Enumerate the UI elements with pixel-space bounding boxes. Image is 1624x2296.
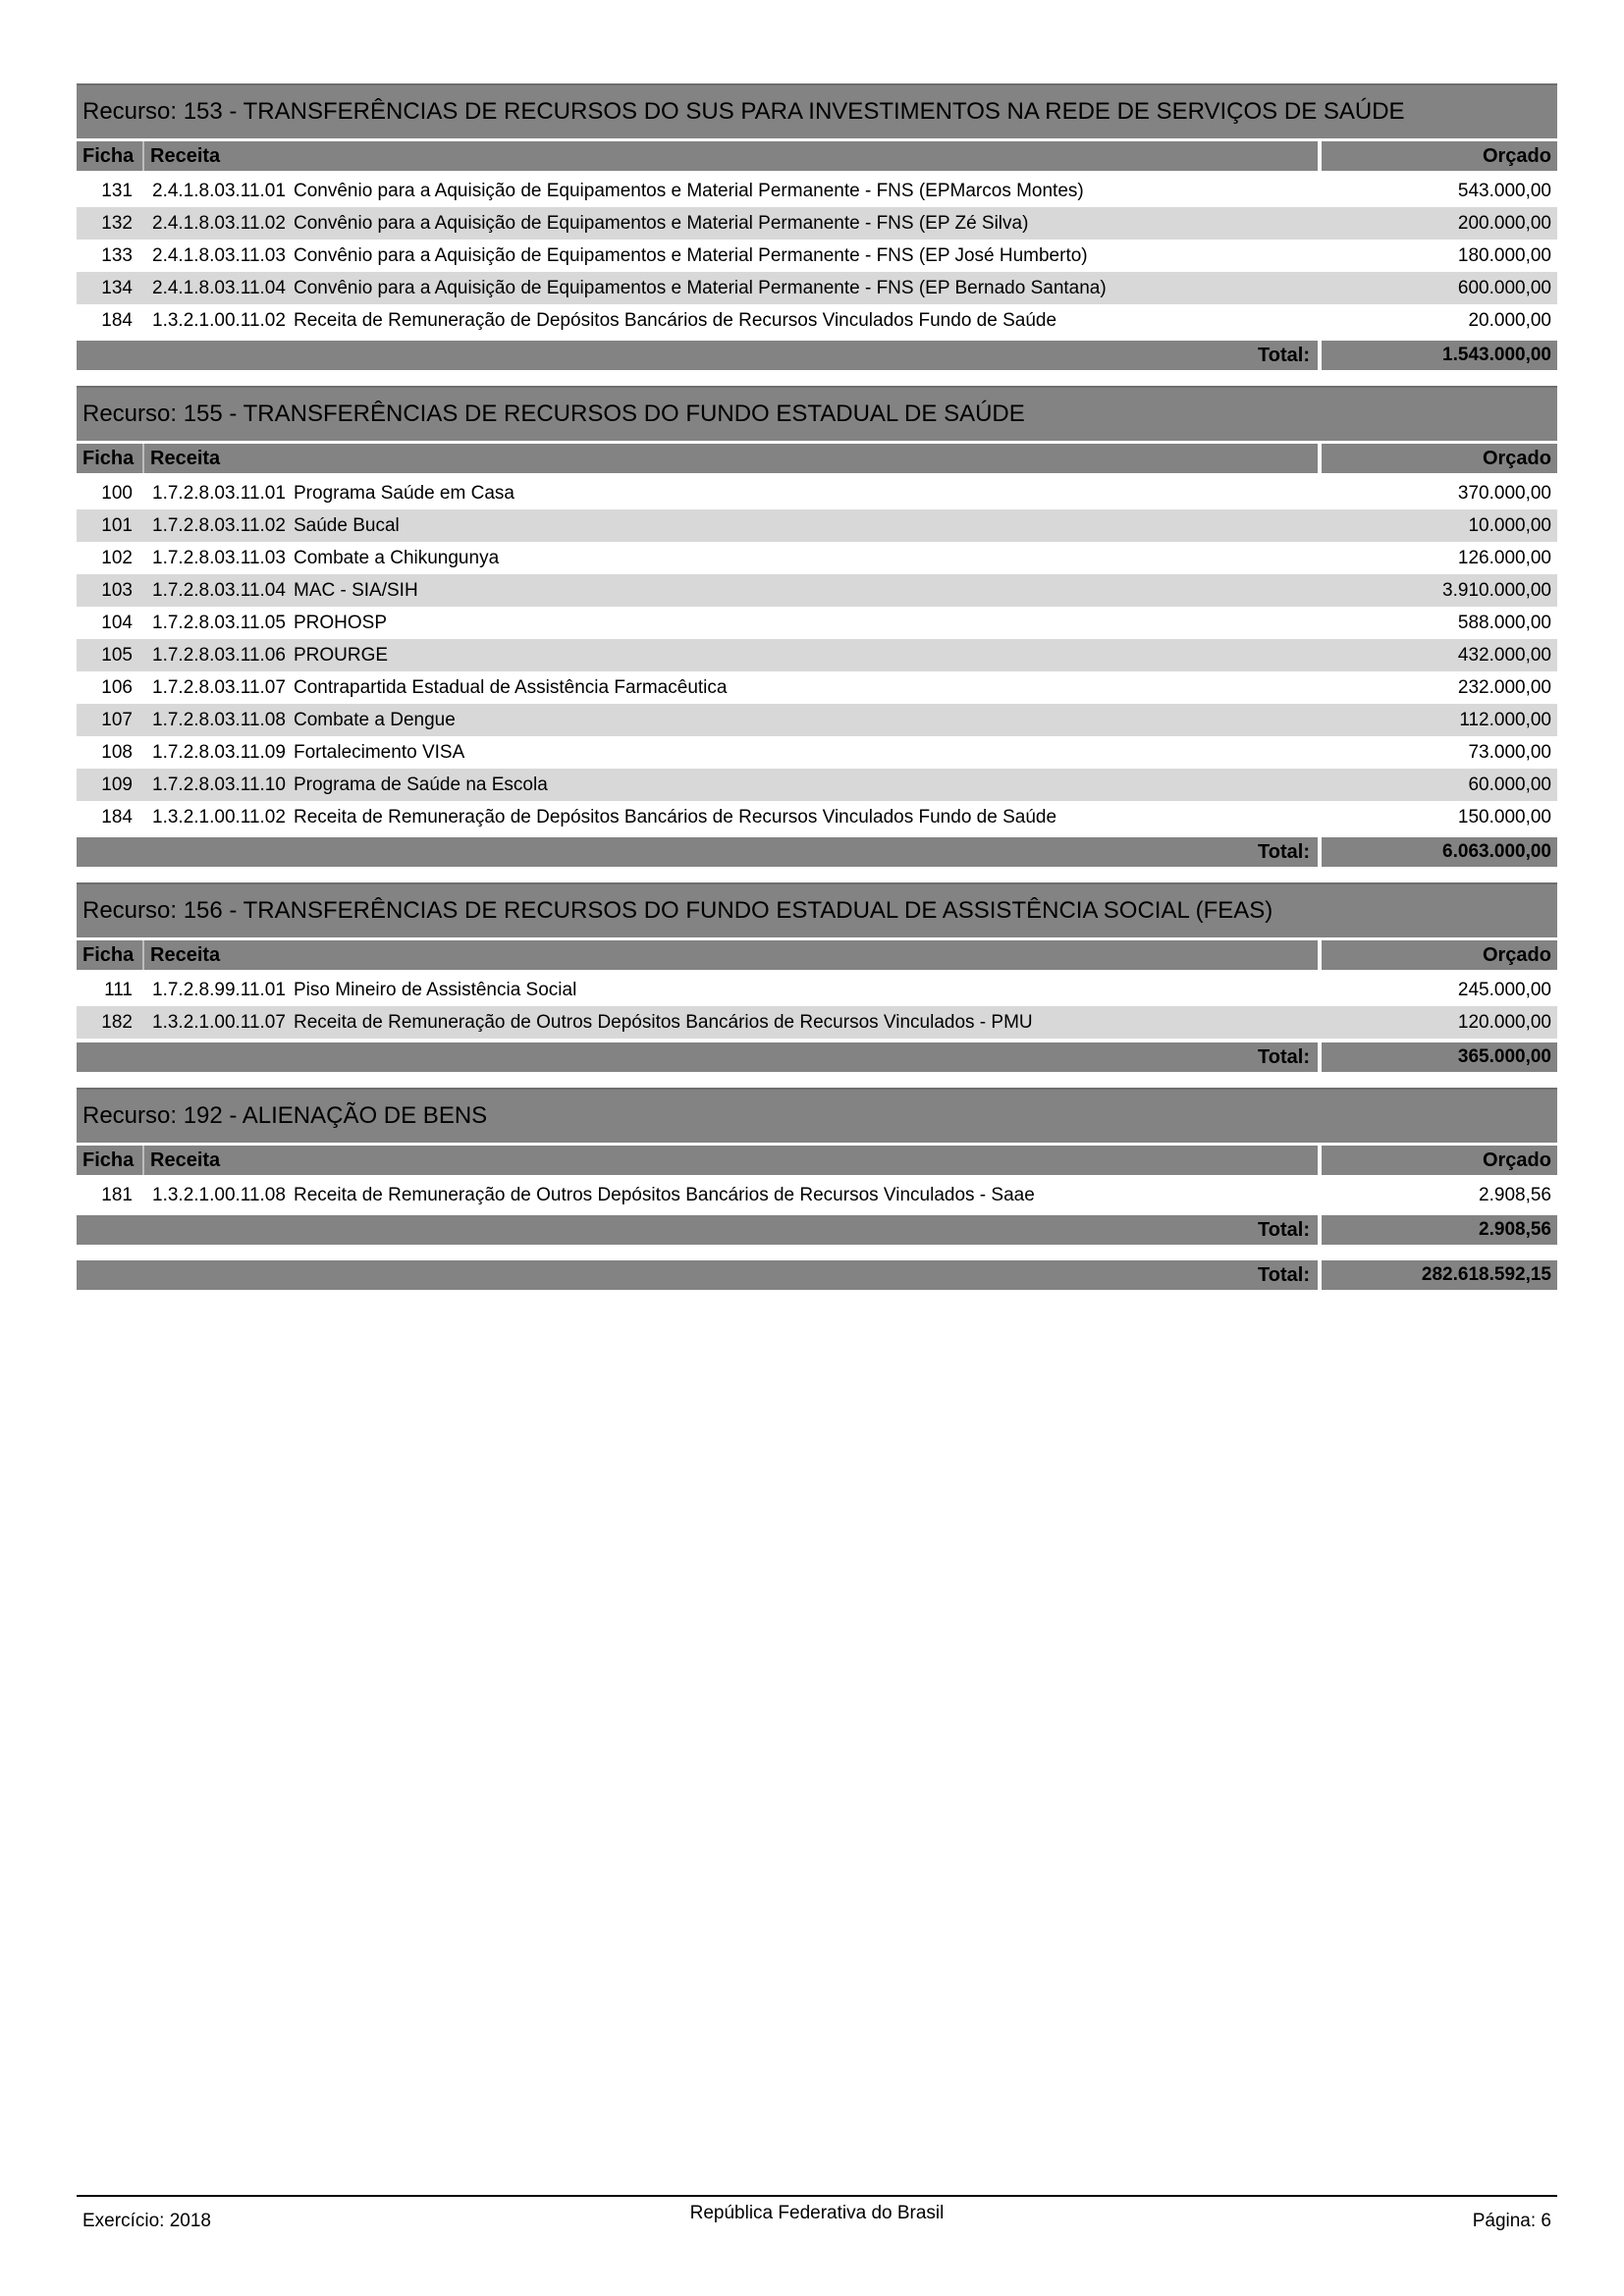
- row-orcado-value: 3.910.000,00: [1442, 579, 1551, 601]
- grand-total-label: Total:: [77, 1260, 1318, 1290]
- row-ficha: 103: [101, 579, 133, 601]
- row-receita-description: Convênio para a Aquisição de Equipamentos e Material Permanente - FNS (EP Zé Silva): [294, 212, 1029, 234]
- table-row: [77, 736, 1557, 769]
- row-orcado-value: 370.000,00: [1457, 482, 1551, 504]
- row-receita-description: Saúde Bucal: [294, 514, 400, 536]
- table-row: [77, 574, 1557, 607]
- row-receita-description: Convênio para a Aquisição de Equipamentos e Material Permanente - FNS (EP Bernado Santana): [294, 277, 1107, 298]
- table-row: [77, 801, 1557, 833]
- row-receita-code: 1.3.2.1.00.11.02: [152, 806, 286, 828]
- grand-total-row: [77, 1260, 1557, 1290]
- row-receita-description: Fortalecimento VISA: [294, 741, 465, 763]
- row-receita-description: Receita de Remuneração de Outros Depósitos Bancários de Recursos Vinculados - Saae: [294, 1184, 1035, 1205]
- row-receita-description: Receita de Remuneração de Depósitos Bancários de Recursos Vinculados Fundo de Saúde: [294, 806, 1057, 828]
- receita-rows: [77, 1179, 1557, 1211]
- row-receita-description: PROURGE: [294, 644, 389, 666]
- recurso-section: [77, 83, 1557, 370]
- footer-country: República Federativa do Brasil: [689, 2203, 945, 2223]
- row-ficha: 106: [101, 676, 133, 698]
- row-ficha: 105: [101, 644, 133, 666]
- row-receita-code: 2.4.1.8.03.11.03: [152, 244, 286, 266]
- row-orcado-value: 60.000,00: [1468, 774, 1551, 795]
- row-receita-code: 2.4.1.8.03.11.04: [152, 277, 286, 298]
- row-orcado-value: 180.000,00: [1457, 244, 1551, 266]
- column-header-ficha: Ficha: [77, 444, 144, 473]
- row-receita-code: 1.7.2.8.03.11.07: [152, 676, 286, 698]
- row-ficha: 184: [101, 806, 133, 828]
- table-row: [77, 704, 1557, 736]
- table-row: [77, 272, 1557, 304]
- table-row: [77, 639, 1557, 671]
- column-header-orcado: Orçado: [1322, 141, 1557, 171]
- row-receita-code: 1.7.2.8.03.11.04: [152, 579, 286, 601]
- row-receita-code: 1.3.2.1.00.11.08: [152, 1184, 286, 1205]
- section-total-value: 365.000,00: [1322, 1042, 1557, 1072]
- column-header-orcado: Orçado: [1322, 444, 1557, 473]
- table-row: [77, 607, 1557, 639]
- column-header-ficha: Ficha: [77, 1146, 144, 1175]
- row-orcado-value: 10.000,00: [1468, 514, 1551, 536]
- row-orcado-value: 126.000,00: [1457, 547, 1551, 568]
- recurso-section: [77, 1088, 1557, 1245]
- row-receita-description: Receita de Remuneração de Outros Depósitos Bancários de Recursos Vinculados - PMU: [294, 1011, 1033, 1033]
- table-row: [77, 509, 1557, 542]
- row-receita-code: 1.7.2.8.03.11.01: [152, 482, 286, 504]
- row-receita-description: Combate a Dengue: [294, 709, 456, 730]
- recurso-title: Recurso: 155 - TRANSFERÊNCIAS DE RECURSOS DO FUNDO ESTADUAL DE SAÚDE: [77, 386, 1557, 441]
- recurso-title: Recurso: 156 - TRANSFERÊNCIAS DE RECURSOS DO FUNDO ESTADUAL DE ASSISTÊNCIA SOCIAL (FEAS): [77, 882, 1557, 937]
- row-ficha: 100: [101, 482, 133, 504]
- column-header-orcado: Orçado: [1322, 1146, 1557, 1175]
- section-total-label: Total:: [77, 341, 1318, 370]
- section-total-row: [77, 1042, 1557, 1072]
- page-footer: [77, 2195, 1557, 2236]
- row-ficha: 184: [101, 309, 133, 331]
- section-total-label: Total:: [77, 1215, 1318, 1245]
- row-ficha: 104: [101, 612, 133, 633]
- row-receita-code: 1.7.2.8.03.11.05: [152, 612, 286, 633]
- section-total-value: 2.908,56: [1322, 1215, 1557, 1245]
- section-total-row: [77, 1215, 1557, 1245]
- column-header-row: [77, 940, 1557, 970]
- column-header-receita: Receita: [150, 447, 221, 469]
- grand-total-value: 282.618.592,15: [1322, 1260, 1557, 1290]
- table-row: [77, 1006, 1557, 1039]
- row-receita-description: PROHOSP: [294, 612, 388, 633]
- table-row: [77, 175, 1557, 207]
- row-ficha: 102: [101, 547, 133, 568]
- column-header-receita: Receita: [150, 1148, 221, 1171]
- section-total-value: 6.063.000,00: [1322, 837, 1557, 867]
- column-header-row: [77, 444, 1557, 473]
- row-receita-code: 1.3.2.1.00.11.02: [152, 309, 286, 331]
- receita-rows: [77, 175, 1557, 337]
- row-orcado-value: 120.000,00: [1457, 1011, 1551, 1033]
- table-row: [77, 477, 1557, 509]
- row-receita-description: Convênio para a Aquisição de Equipamentos e Material Permanente - FNS (EP José Humberto): [294, 244, 1088, 266]
- row-ficha: 134: [101, 277, 133, 298]
- recurso-title: Recurso: 192 - ALIENAÇÃO DE BENS: [77, 1088, 1557, 1143]
- section-total-label: Total:: [77, 1042, 1318, 1072]
- column-header-orcado: Orçado: [1322, 940, 1557, 970]
- row-orcado-value: 232.000,00: [1457, 676, 1551, 698]
- row-ficha: 109: [101, 774, 133, 795]
- row-receita-code: 1.7.2.8.03.11.10: [152, 774, 286, 795]
- receita-rows: [77, 974, 1557, 1039]
- row-ficha: 108: [101, 741, 133, 763]
- row-receita-description: Programa de Saúde na Escola: [294, 774, 548, 795]
- row-receita-code: 1.3.2.1.00.11.07: [152, 1011, 286, 1033]
- row-ficha: 111: [104, 979, 133, 1000]
- row-ficha: 107: [101, 709, 133, 730]
- column-header-row: [77, 1146, 1557, 1175]
- table-row: [77, 207, 1557, 240]
- row-ficha: 182: [101, 1011, 133, 1033]
- table-row: [77, 1179, 1557, 1211]
- row-orcado-value: 200.000,00: [1457, 212, 1551, 234]
- row-orcado-value: 600.000,00: [1457, 277, 1551, 298]
- row-receita-description: MAC - SIA/SIH: [294, 579, 418, 601]
- column-header-main: [77, 444, 1318, 473]
- table-row: [77, 671, 1557, 704]
- row-orcado-value: 112.000,00: [1459, 709, 1551, 730]
- row-orcado-value: 73.000,00: [1468, 741, 1551, 763]
- recurso-title: Recurso: 153 - TRANSFERÊNCIAS DE RECURSOS DO SUS PARA INVESTIMENTOS NA REDE DE SERVIÇOS DE SAÚDE: [77, 83, 1557, 138]
- row-receita-code: 1.7.2.8.03.11.09: [152, 741, 286, 763]
- row-receita-code: 1.7.2.8.03.11.03: [152, 547, 286, 568]
- row-receita-description: Convênio para a Aquisição de Equipamentos e Material Permanente - FNS (EPMarcos Montes): [294, 180, 1084, 201]
- table-row: [77, 304, 1557, 337]
- footer-page-number: Página: 6: [1472, 2211, 1551, 2231]
- column-header-main: [77, 1146, 1318, 1175]
- column-header-main: [77, 141, 1318, 171]
- row-ficha: 132: [101, 212, 133, 234]
- row-ficha: 133: [101, 244, 133, 266]
- column-header-ficha: Ficha: [77, 940, 144, 970]
- column-header-receita: Receita: [150, 943, 221, 966]
- row-orcado-value: 2.908,56: [1479, 1184, 1551, 1205]
- row-receita-code: 1.7.2.8.03.11.02: [152, 514, 286, 536]
- report-content: [77, 83, 1557, 1290]
- row-orcado-value: 245.000,00: [1457, 979, 1551, 1000]
- section-total-label: Total:: [77, 837, 1318, 867]
- row-receita-description: Programa Saúde em Casa: [294, 482, 514, 504]
- table-row: [77, 542, 1557, 574]
- receita-rows: [77, 477, 1557, 833]
- footer-exercicio: Exercício: 2018: [82, 2211, 211, 2231]
- table-row: [77, 769, 1557, 801]
- row-orcado-value: 588.000,00: [1457, 612, 1551, 633]
- table-row: [77, 974, 1557, 1006]
- row-receita-description: Contrapartida Estadual de Assistência Farmacêutica: [294, 676, 728, 698]
- section-total-row: [77, 837, 1557, 867]
- row-receita-code: 1.7.2.8.03.11.06: [152, 644, 286, 666]
- row-ficha: 131: [101, 180, 133, 201]
- column-header-ficha: Ficha: [77, 141, 144, 171]
- column-header-row: [77, 141, 1557, 171]
- column-header-main: [77, 940, 1318, 970]
- row-orcado-value: 543.000,00: [1457, 180, 1551, 201]
- row-receita-description: Combate a Chikungunya: [294, 547, 500, 568]
- table-row: [77, 240, 1557, 272]
- column-header-receita: Receita: [150, 144, 221, 167]
- row-ficha: 181: [101, 1184, 133, 1205]
- section-total-row: [77, 341, 1557, 370]
- recurso-section: [77, 386, 1557, 867]
- recurso-section: [77, 882, 1557, 1072]
- row-receita-code: 1.7.2.8.99.11.01: [152, 979, 286, 1000]
- section-total-value: 1.543.000,00: [1322, 341, 1557, 370]
- row-receita-code: 2.4.1.8.03.11.02: [152, 212, 286, 234]
- row-orcado-value: 150.000,00: [1457, 806, 1551, 828]
- row-receita-code: 2.4.1.8.03.11.01: [152, 180, 286, 201]
- row-receita-description: Receita de Remuneração de Depósitos Bancários de Recursos Vinculados Fundo de Saúde: [294, 309, 1057, 331]
- row-receita-code: 1.7.2.8.03.11.08: [152, 709, 286, 730]
- row-orcado-value: 20.000,00: [1468, 309, 1551, 331]
- row-receita-description: Piso Mineiro de Assistência Social: [294, 979, 577, 1000]
- row-ficha: 101: [101, 514, 133, 536]
- row-orcado-value: 432.000,00: [1457, 644, 1551, 666]
